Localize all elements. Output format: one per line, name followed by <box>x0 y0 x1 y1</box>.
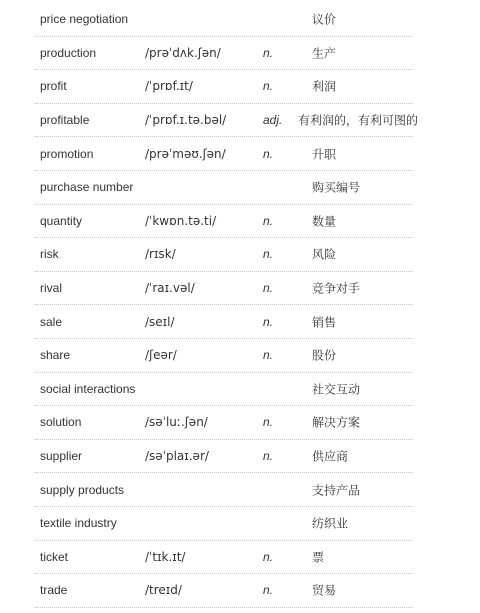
vocab-row <box>35 104 419 138</box>
vocab-pronunciation: /ˈprɒf.ɪt/ <box>145 79 193 94</box>
vocab-word: price negotiation <box>40 12 129 27</box>
vocab-pronunciation: /rɪsk/ <box>145 247 176 262</box>
vocab-translation: 生产 <box>312 46 337 61</box>
vocab-word: rival <box>40 281 63 296</box>
vocab-word: share <box>40 348 71 363</box>
vocab-word: supplier <box>40 449 83 464</box>
vocab-row <box>35 305 413 339</box>
vocab-translation: 社交互动 <box>312 382 361 397</box>
vocab-row <box>35 205 413 239</box>
vocab-word: sale <box>40 314 63 329</box>
vocab-translation: 风险 <box>312 247 337 262</box>
vocab-row <box>35 171 413 205</box>
vocab-row <box>35 238 413 272</box>
vocab-translation: 利润 <box>312 79 337 94</box>
vocab-translation: 销售 <box>312 315 337 330</box>
vocab-translation: 股份 <box>312 348 337 363</box>
vocab-pronunciation: /ˈraɪ.vəl/ <box>145 281 195 296</box>
vocab-translation: 有利润的，有利可图的 <box>298 113 419 128</box>
vocab-pronunciation: /səˈplaɪ.ər/ <box>145 449 209 464</box>
vocab-word: profitable <box>40 113 90 128</box>
vocab-row <box>35 507 413 541</box>
vocab-part-of-speech: n. <box>263 79 274 94</box>
vocab-pronunciation: /səˈluː.ʃən/ <box>145 415 208 430</box>
vocab-translation: 解决方案 <box>312 415 361 430</box>
vocab-translation: 支持产品 <box>312 483 361 498</box>
vocab-part-of-speech: n. <box>263 348 274 363</box>
vocab-part-of-speech: n. <box>263 415 274 430</box>
vocab-part-of-speech: n. <box>263 45 274 60</box>
vocab-part-of-speech: n. <box>263 247 274 262</box>
vocab-part-of-speech: n. <box>263 583 274 598</box>
vocab-translation: 购买编号 <box>312 180 361 195</box>
vocab-word: promotion <box>40 146 94 161</box>
vocab-row <box>35 70 413 104</box>
vocab-part-of-speech: n. <box>263 549 274 564</box>
vocab-translation: 数量 <box>312 214 337 229</box>
vocab-row <box>35 3 413 37</box>
vocab-translation: 升职 <box>312 147 337 162</box>
vocab-row <box>35 37 413 71</box>
vocab-translation: 纺织业 <box>312 516 349 531</box>
vocab-pronunciation: /treɪd/ <box>145 583 182 598</box>
vocab-translation: 票 <box>312 550 325 565</box>
vocab-pronunciation: /ʃeər/ <box>145 348 177 363</box>
vocab-row <box>35 440 413 474</box>
vocab-row <box>35 272 413 306</box>
vocab-part-of-speech: n. <box>263 146 274 161</box>
vocab-pronunciation: /seɪl/ <box>145 314 175 329</box>
vocab-part-of-speech: n. <box>263 213 274 228</box>
vocab-part-of-speech: n. <box>263 314 274 329</box>
vocab-part-of-speech: n. <box>263 281 274 296</box>
vocabulary-table <box>35 3 419 608</box>
vocab-row <box>35 541 413 575</box>
vocab-pronunciation: /ˈkwɒn.tə.ti/ <box>145 213 217 228</box>
vocab-row <box>35 137 413 171</box>
vocab-part-of-speech: adj. <box>263 113 283 128</box>
vocab-word: profit <box>40 79 67 94</box>
vocab-pronunciation: /ˈprɒf.ɪ.tə.bəl/ <box>145 113 227 128</box>
vocab-translation: 供应商 <box>312 449 349 464</box>
vocab-translation: 议价 <box>312 12 337 27</box>
vocab-word: production <box>40 45 97 60</box>
vocab-pronunciation: /prəˈdʌk.ʃən/ <box>145 45 221 60</box>
vocab-word: ticket <box>40 549 69 564</box>
vocab-word: risk <box>40 247 59 262</box>
vocab-word: textile industry <box>40 516 117 531</box>
vocab-row <box>35 574 413 608</box>
vocab-row <box>35 373 413 407</box>
vocab-word: quantity <box>40 213 83 228</box>
vocab-row <box>35 339 413 373</box>
vocab-translation: 竞争对手 <box>312 281 361 296</box>
vocab-translation: 贸易 <box>312 583 337 598</box>
vocab-row <box>35 473 413 507</box>
vocab-word: solution <box>40 415 82 430</box>
vocab-word: purchase number <box>40 180 134 195</box>
vocab-word: supply products <box>40 482 125 497</box>
vocab-pronunciation: /prəˈməʊ.ʃən/ <box>145 146 226 161</box>
vocab-word: trade <box>40 583 68 598</box>
vocab-word: social interactions <box>40 381 136 396</box>
vocab-part-of-speech: n. <box>263 449 274 464</box>
vocab-row <box>35 406 413 440</box>
vocab-pronunciation: /ˈtɪk.ɪt/ <box>145 549 186 564</box>
